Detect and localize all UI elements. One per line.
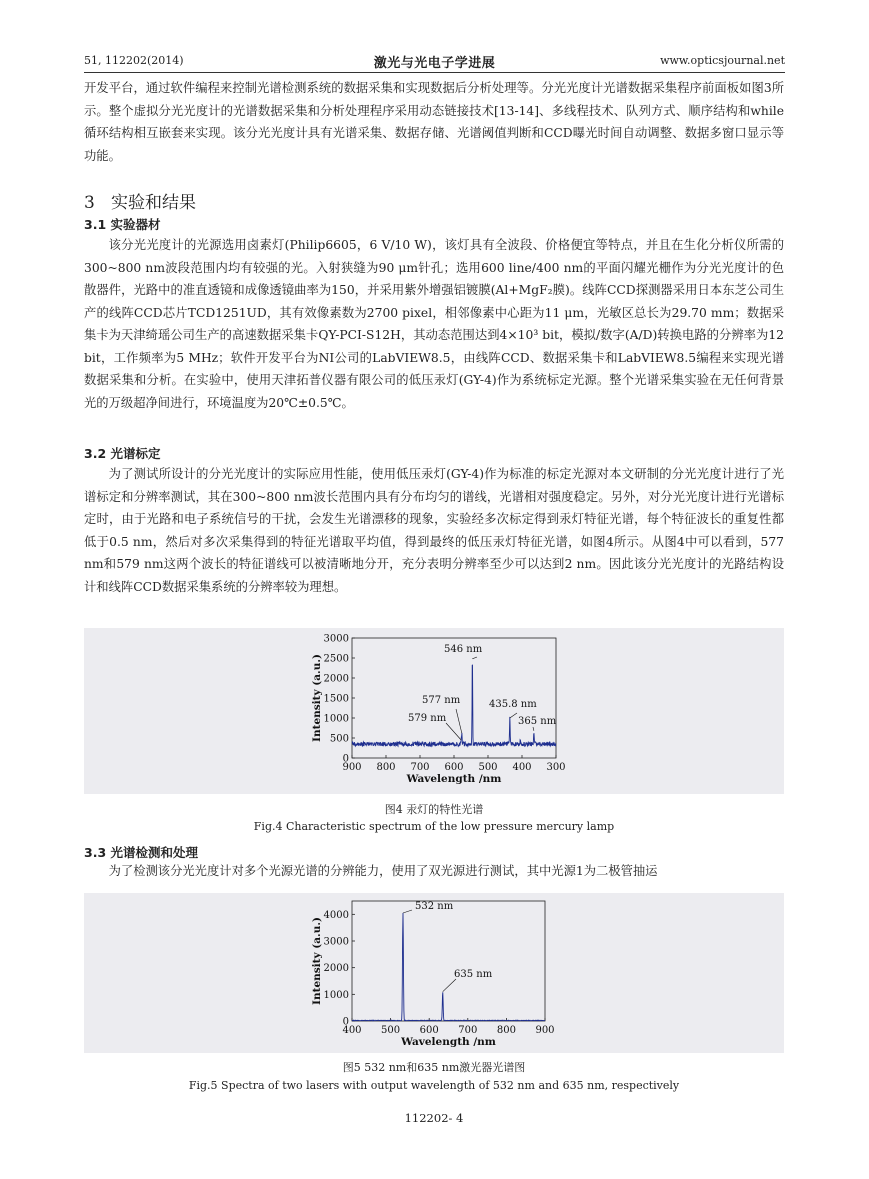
header-citation: 51, 112202(2014) — [84, 54, 184, 67]
journal-url: www.opticsjournal.net — [660, 54, 785, 67]
x-tick-label: 600 — [419, 1025, 439, 1036]
y-tick-label: 500 — [329, 733, 349, 745]
y-tick-label: 0 — [342, 753, 349, 765]
x-tick-label: 800 — [496, 1025, 516, 1036]
y-tick-label: 2000 — [323, 963, 349, 975]
y-tick-label: 2500 — [323, 653, 349, 665]
figure-4-plot — [311, 634, 566, 786]
y-tick-label: 3000 — [323, 936, 349, 948]
x-tick-label: 900 — [535, 1025, 555, 1036]
figure-4-panel — [84, 628, 784, 794]
peak-annotation-label: 435.8 nm — [489, 699, 537, 710]
section-title: 实验和结果 — [111, 193, 197, 213]
spectrum-line — [352, 913, 545, 1021]
page-number: 112202- 4 — [404, 1111, 464, 1125]
x-tick-label: 500 — [381, 1025, 401, 1036]
y-tick-label: 2000 — [323, 673, 349, 685]
running-header — [84, 52, 785, 73]
section-heading — [84, 188, 196, 213]
x-tick-label: 600 — [444, 762, 464, 773]
peak-annotation-label: 546 nm — [444, 644, 483, 655]
y-tick-label: 4000 — [323, 909, 349, 921]
figure-5-plot — [311, 901, 555, 1048]
annotation-leader — [533, 727, 534, 731]
y-tick-label: 1500 — [323, 693, 349, 705]
y-axis-label: Intensity (a.u.) — [311, 654, 323, 742]
annotation-leader — [446, 723, 461, 740]
figure-5-chart — [84, 893, 784, 1053]
x-tick-label: 500 — [478, 762, 498, 773]
figure-5-panel — [84, 893, 784, 1053]
peak-annotation-label: 579 nm — [408, 713, 447, 724]
section-number: 3 — [84, 193, 95, 213]
figure-4-caption-en: Fig.4 Characteristic spectrum of the low pressure mercury lamp — [253, 820, 615, 833]
x-tick-label: 800 — [376, 762, 396, 773]
journal-title: 激光与光电子学进展 — [373, 56, 496, 71]
x-tick-label: 700 — [410, 762, 430, 773]
subsection-3-2-text: 为了测试所设计的分光光度计的实际应用性能，使用低压汞灯(GY-4)作为标准的标定光源对本文研制的分光光度计进行了光谱标定和分辨率测试，其在300~800 nm波长范围内具有分布均匀的谱线，光谱相对强度稳定。另外，对分光光度计进行光谱标定时，由于光路和电子系统信号的干扰，会发生光谱漂移的现象，实验经多次标定得到汞灯特征光谱，每个特征波长的重复性都低于0.5 nm，然后对多次采集得到的特征光谱取平均值，得到最终的低压汞灯特征光谱，如图4所示。从图4中可以看到，577 nm和579 nm这两个波长的特征谱线可以被清晰地分开，充分表明分辨率至少可以达到2 nm。因此该分光光度计的光路结构设计和线阵CCD数据采集系统的分辨率较为理想。 — [84, 467, 784, 594]
y-tick-label: 3000 — [323, 633, 349, 645]
x-axis-label: Wavelength /nm — [406, 773, 502, 785]
annotation-leader — [456, 709, 462, 733]
x-tick-label: 400 — [512, 762, 532, 773]
subsection-3-1-heading: 3.1 实验器材 — [84, 217, 161, 232]
peak-annotation-label: 635 nm — [454, 969, 493, 980]
y-axis-label: Intensity (a.u.) — [311, 917, 323, 1005]
annotation-leader — [403, 910, 412, 913]
intro-paragraph: 开发平台，通过软件编程来控制光谱检测系统的数据采集和实现数据后分析处理等。分光光度计光谱数据采集程序前面板如图3所示。整个虚拟分光光度计的光谱数据采集和分析处理程序采用动态链接技术[13-14]、多线程技术、队列方式、顺序结构和while循环结构相互嵌套来实现。该分光光度计具有光谱采集、数据存储、光谱阈值判断和CCD曝光时间自动调整、数据多窗口显示等功能。 — [84, 81, 784, 163]
peak-annotation-label: 365 nm — [518, 716, 557, 727]
x-tick-label: 700 — [458, 1025, 478, 1036]
subsection-3-1-body — [84, 234, 784, 414]
subsection-3-1-text: 该分光光度计的光源选用卤素灯(Philip6605，6 V/10 W)，该灯具有全波段、价格便宜等特点，并且在生化分析仪所需的300~800 nm波段范围内均有较强的光。入射狭缝为90 μm针孔；选用600 line/400 nm的平面闪耀光栅作为分光光度计的色散器件，光路中的准直透镜和成像透镜曲率为150，并采用紫外增强铝镀膜(Al+MgF₂膜)。线阵CCD探测器采用日本东芝公司生产的线阵CCD芯片TCD1251UD，其有效像素数为2700 pixel，相邻像素中心距为11 μm，光敏区总长为29.70 mm；数据采集卡为天津绮瑶公司生产的高速数据采集卡QY-PCI-S12H，其动态范围达到4×10³ bit，模拟/数字(A/D)转换电路的分辨率为12 bit，工作频率为5 MHz；软件开发平台为NI公司的LabVIEW8.5，由线阵CCD、数据采集卡和LabVIEW8.5编程来实现光谱数据采集和分析。在实验中，使用天津拓普仪器有限公司的低压汞灯(GY-4)作为系统标定光源。整个光谱采集实验在无任何背景光的万级超净间进行，环境温度为20℃±0.5℃。 — [84, 238, 784, 410]
subsection-3-3-body — [84, 860, 784, 883]
plot-frame — [352, 901, 545, 1021]
y-tick-label: 1000 — [323, 989, 349, 1001]
intro-block — [84, 77, 784, 167]
figure-4-chart — [84, 628, 784, 794]
annotation-leader — [510, 713, 517, 718]
figure-5-caption-en: Fig.5 Spectra of two lasers with output wavelength of 532 nm and 635 nm, respectively — [188, 1079, 680, 1092]
x-tick-label: 400 — [342, 1025, 362, 1036]
figure-4-caption-zh: 图4 汞灯的特性光谱 — [384, 803, 484, 816]
x-axis-label: Wavelength /nm — [401, 1036, 496, 1048]
y-tick-label: 1000 — [323, 713, 349, 725]
peak-annotation-label: 577 nm — [422, 695, 461, 706]
annotation-leader — [472, 657, 477, 659]
y-tick-label: 0 — [342, 1016, 349, 1028]
figure-5-caption-zh: 图5 532 nm和635 nm激光器光谱图 — [342, 1061, 526, 1074]
subsection-3-3-text: 为了检测该分光光度计对多个光源光谱的分辨能力，使用了双光源进行测试，其中光源1为二极管抽运 — [108, 864, 658, 878]
annotation-leader — [443, 979, 456, 992]
x-tick-label: 900 — [342, 762, 362, 773]
x-tick-label: 300 — [546, 762, 566, 773]
subsection-3-2-body — [84, 463, 784, 598]
peak-annotation-label: 532 nm — [415, 901, 454, 912]
subsection-3-2-heading: 3.2 光谱标定 — [84, 446, 161, 461]
subsection-3-3-heading: 3.3 光谱检测和处理 — [84, 845, 198, 860]
